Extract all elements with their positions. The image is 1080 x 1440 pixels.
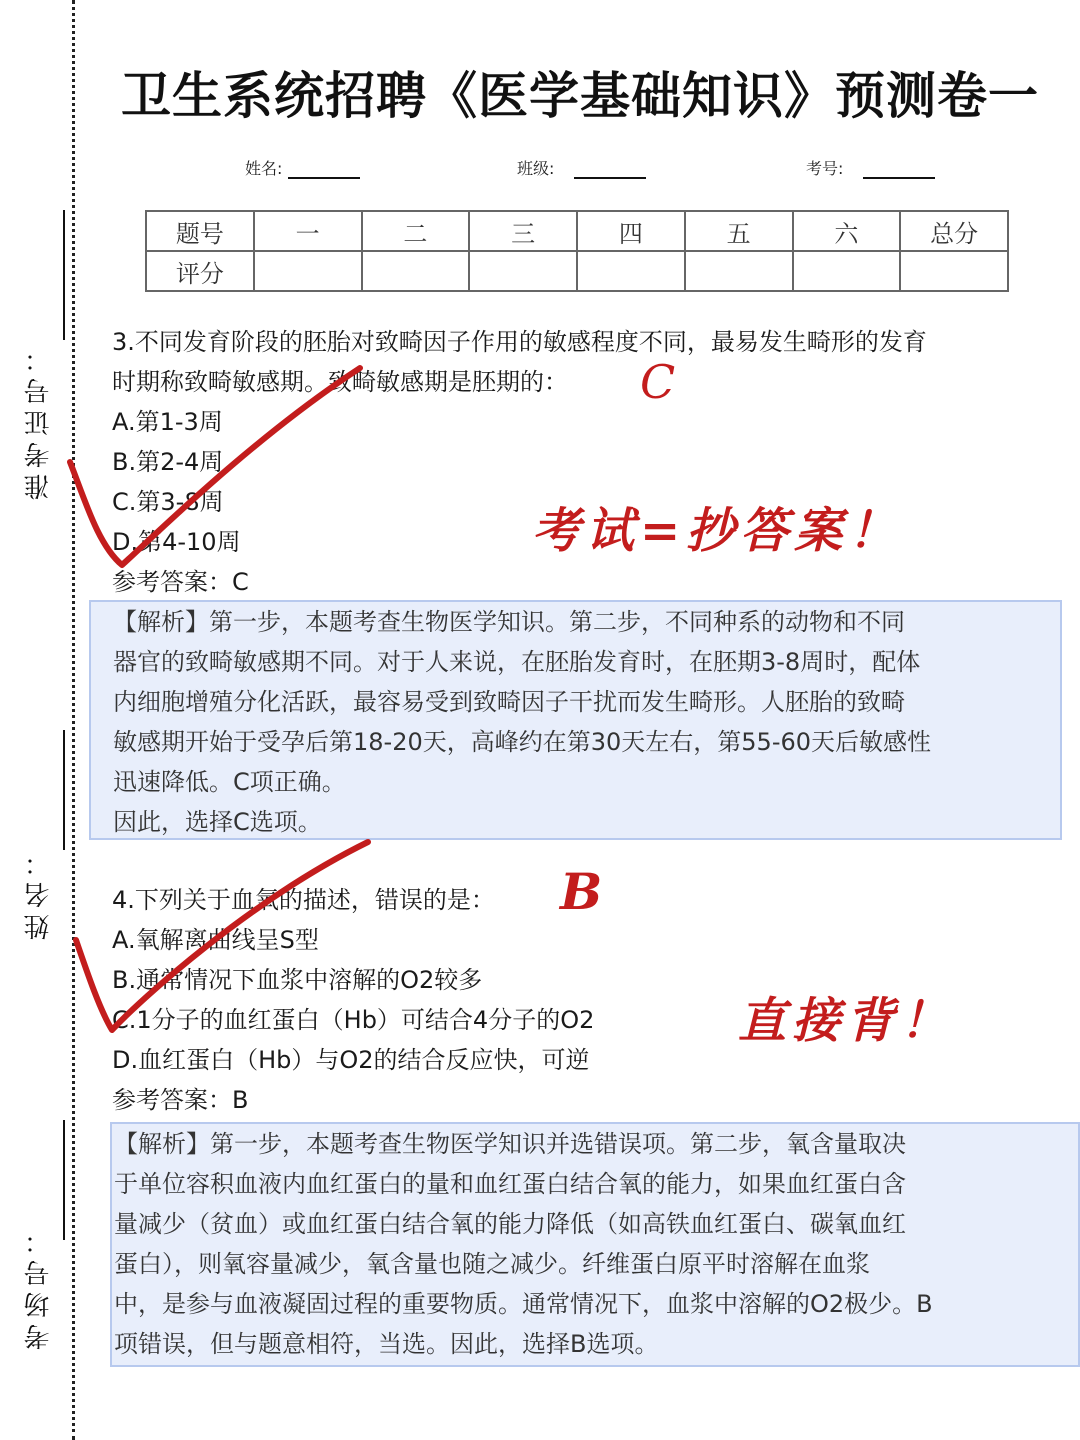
q3-option-d: D.第4-10周 [112, 528, 241, 556]
q3-analysis-line: 迅速降低。C项正确。 [113, 768, 346, 796]
q3-stem-line-1: 3.不同发育阶段的胚胎对致畸因子作用的敏感程度不同，最易发生畸形的发育 [112, 328, 927, 356]
q4-checkmark-icon [76, 842, 368, 1030]
q3-analysis-line: 器官的致畸敏感期不同。对于人来说，在胚胎发育时，在胚期3-8周时，配体 [113, 648, 921, 676]
q4-analysis-line: 【解析】第一步，本题考查生物医学知识并选错误项。第二步，氧含量取决 [114, 1130, 906, 1158]
q3-reference-answer: 参考答案：C [112, 568, 249, 596]
score-row-label: 评分 [146, 251, 254, 291]
score-header-cell: 题号 [146, 211, 254, 251]
q4-analysis-line: 项错误，但与题意相符，当选。因此，选择B选项。 [114, 1330, 659, 1358]
q3-handwritten-answer: C [640, 355, 676, 409]
score-header-cell: 五 [685, 211, 793, 251]
q3-option-c: C.第3-8周 [112, 488, 224, 516]
score-header-cell: 总分 [900, 211, 1008, 251]
name-label: 姓名： [24, 844, 54, 940]
handwritten-note-copy-answers: 考试=抄答案！ [532, 503, 903, 559]
score-header-cell: 二 [362, 211, 470, 251]
room-label: 考场号： [24, 1222, 54, 1350]
page-title: 卫生系统招聘《医学基础知识》预测卷一 [121, 67, 1039, 125]
q4-option-c: C.1分子的血红蛋白（Hb）可结合4分子的O2 [112, 1006, 595, 1034]
q4-reference-answer: 参考答案：B [112, 1086, 249, 1114]
q3-analysis-line: 【解析】第一步，本题考查生物医学知识。第二步，不同种系的动物和不同 [113, 608, 905, 636]
q4-analysis-line: 量减少（贫血）或血红蛋白结合氧的能力降低（如高铁血红蛋白、碳氧血红 [114, 1210, 906, 1238]
q4-stem-line-1: 4.下列关于血氧的描述，错误的是： [112, 886, 495, 914]
q3-checkmark-icon [70, 368, 360, 565]
q3-stem-line-2: 时期称致畸敏感期。致畸敏感期是胚期的： [112, 368, 568, 396]
q4-handwritten-answer: B [560, 862, 603, 921]
q4-option-d: D.血红蛋白（Hb）与O2的结合反应快，可逆 [112, 1046, 590, 1074]
q4-option-a: A.氧解离曲线呈S型 [112, 926, 319, 954]
q3-analysis-line: 敏感期开始于受孕后第18-20天，高峰约在第30天左右，第55-60天后敏感性 [113, 728, 932, 756]
q4-analysis-line: 蛋白），则氧容量减少，氧含量也随之减少。纤维蛋白原平时溶解在血浆 [114, 1250, 870, 1278]
q3-option-a: A.第1-3周 [112, 408, 223, 436]
q4-analysis-line: 中，是参与血液凝固过程的重要物质。通常情况下，血浆中溶解的O2极少。B [114, 1290, 933, 1318]
q4-analysis-line: 于单位容积血液内血红蛋白的量和血红蛋白结合氧的能力，如果血红蛋白含 [114, 1170, 906, 1198]
info-number-label: 考号: [806, 159, 844, 178]
q4-option-b: B.通常情况下血浆中溶解的O2较多 [112, 966, 483, 994]
score-header-cell: 四 [577, 211, 685, 251]
score-header-cell: 三 [469, 211, 577, 251]
info-class-label: 班级: [517, 159, 555, 178]
q3-analysis-line: 内细胞增殖分化活跃，最容易受到致畸因子干扰而发生畸形。人胚胎的致畸 [113, 688, 905, 716]
q3-analysis-line: 因此，选择C选项。 [113, 808, 322, 836]
score-header-cell: 六 [793, 211, 901, 251]
exam-id-label: 准考证号： [24, 340, 54, 500]
score-header-cell: 一 [254, 211, 362, 251]
q3-option-b: B.第2-4周 [112, 448, 224, 476]
info-name-label: 姓名: [245, 159, 283, 178]
handwritten-note-memorize: 直接背！ [738, 993, 955, 1049]
